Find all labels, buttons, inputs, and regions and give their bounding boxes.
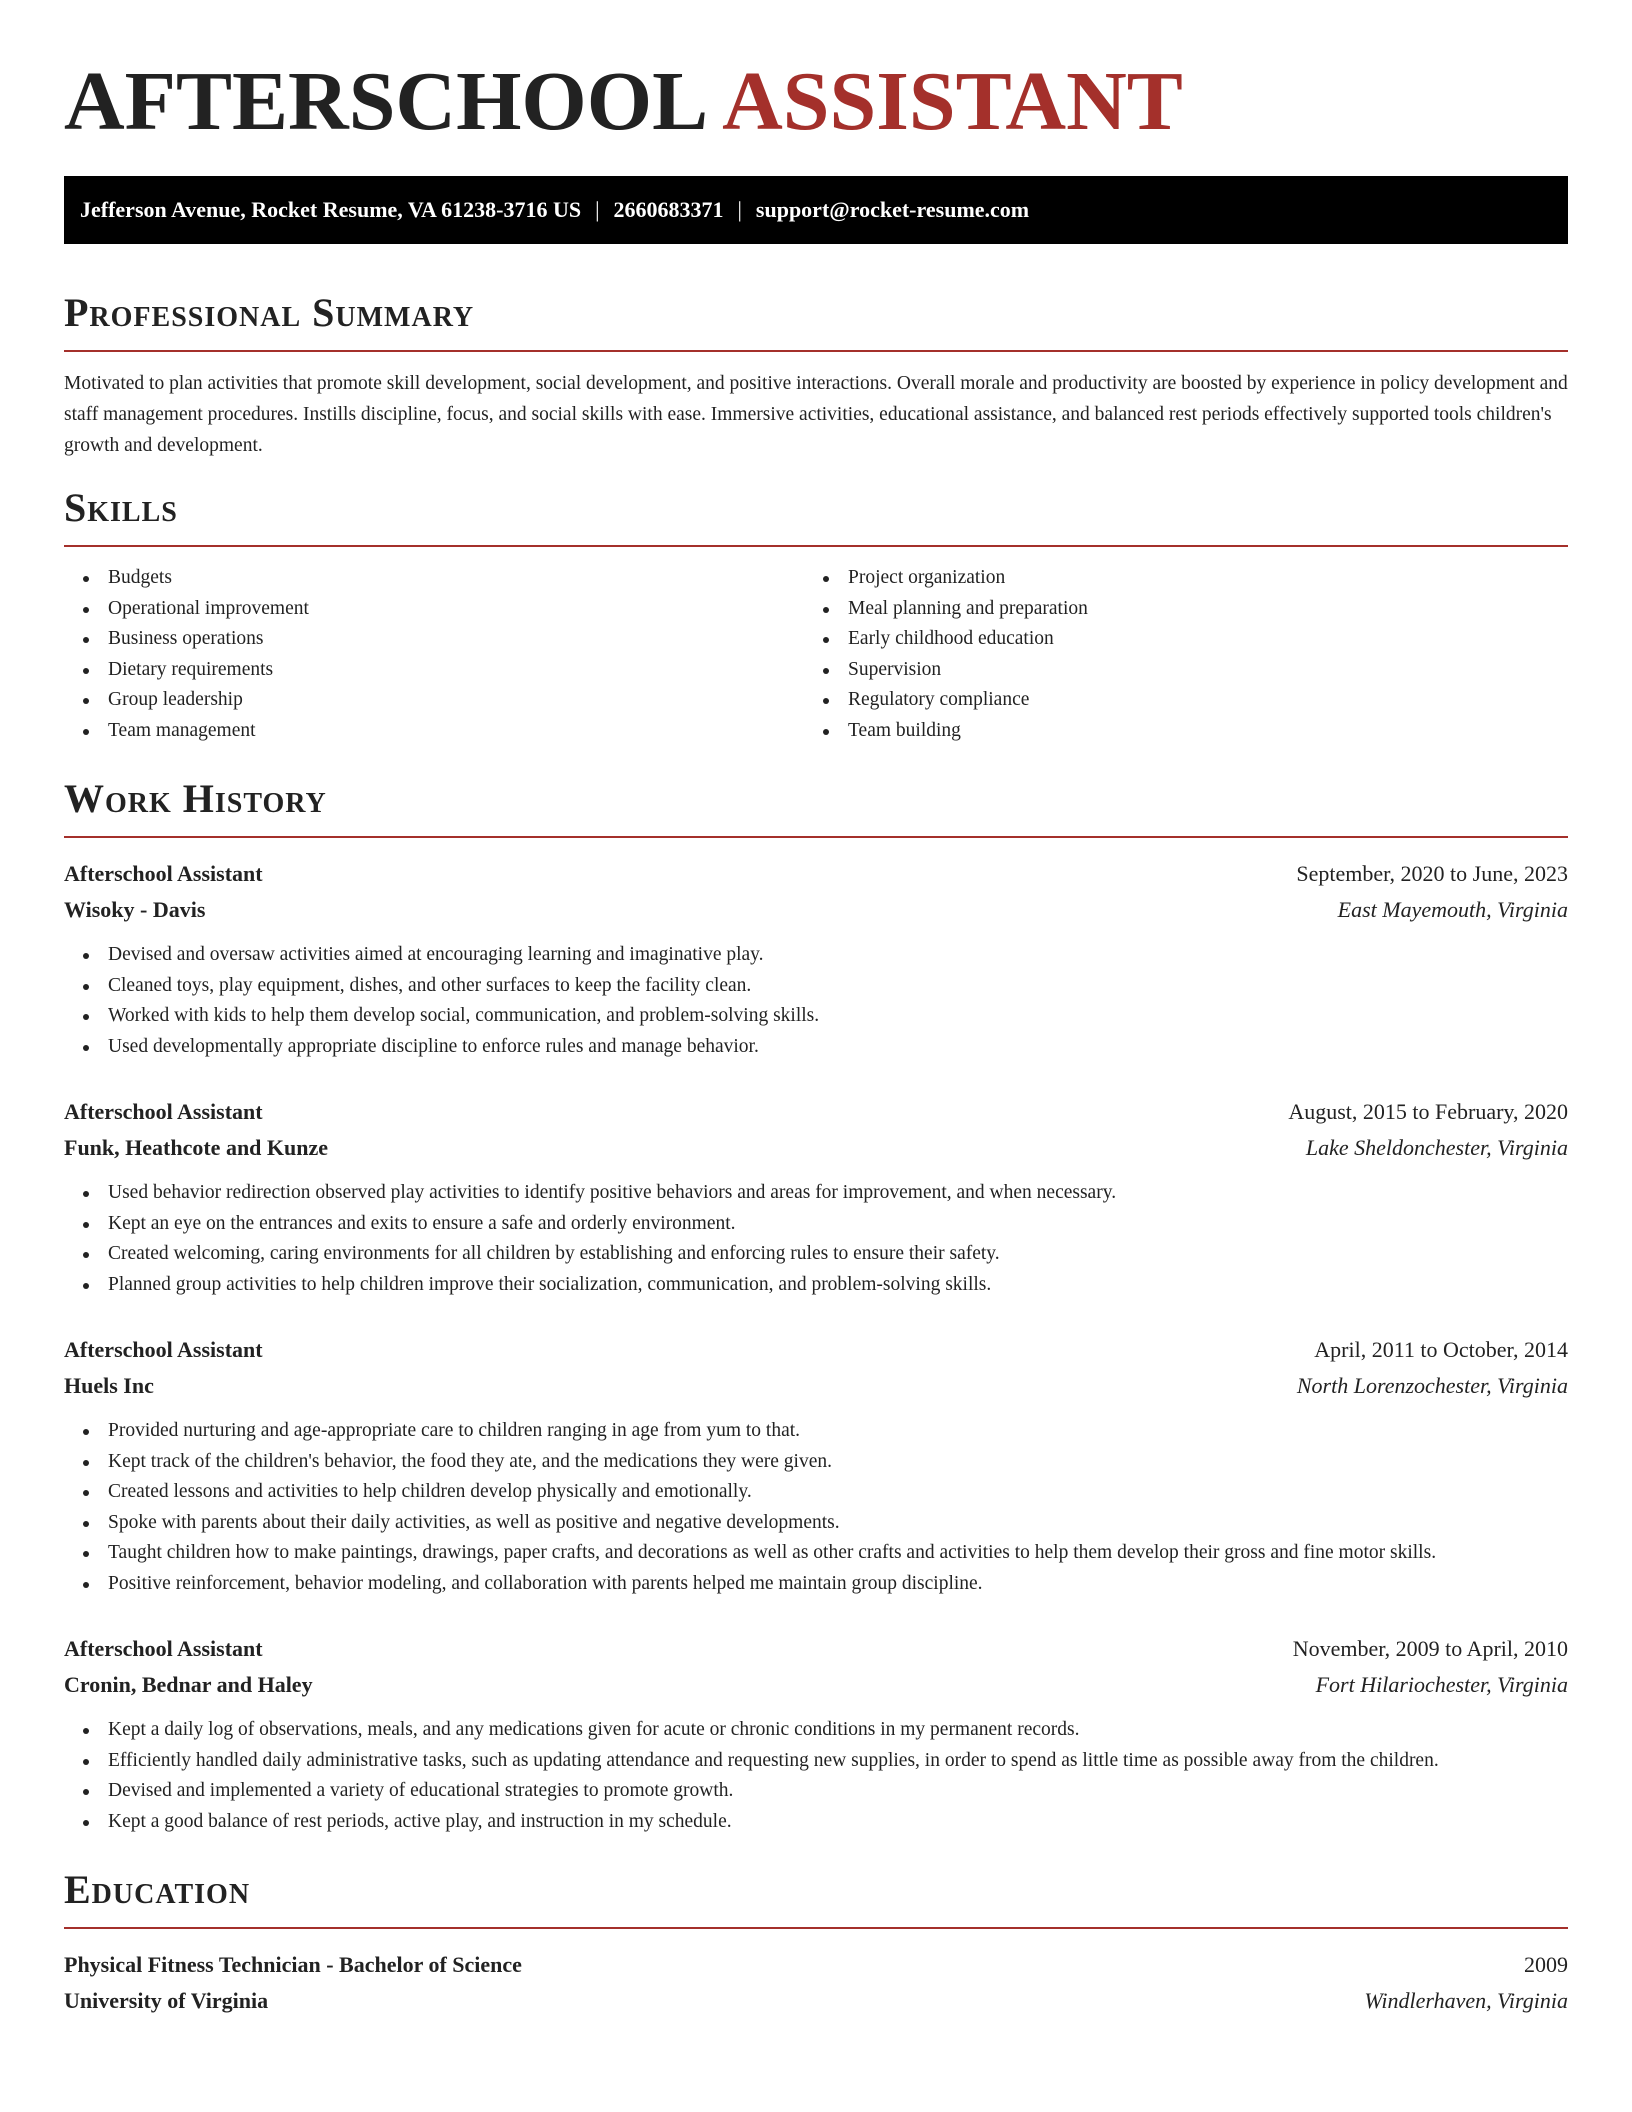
education-school: University of Virginia <box>64 1988 269 2013</box>
contact-address: Jefferson Avenue, Rocket Resume, VA 61238-3716 US <box>80 197 582 222</box>
job-bullet: Cleaned toys, play equipment, dishes, and other surfaces to keep the facility clean. <box>64 971 1568 1002</box>
job-entry <box>64 1332 1568 1599</box>
skill-item: Group leadership <box>64 685 804 716</box>
job-bullet: Devised and implemented a variety of educational strategies to promote growth. <box>64 1776 1568 1807</box>
job-location: North Lorenzochester, Virginia <box>1296 1373 1568 1398</box>
skill-item: Budgets <box>64 563 804 594</box>
skills-list-right <box>804 563 1544 746</box>
contact-email: support@rocket-resume.com <box>755 197 1030 222</box>
job-bullet: Spoke with parents about their daily activities, as well as positive and negative developments. <box>64 1508 1568 1539</box>
job-title: Afterschool Assistant <box>64 1337 263 1362</box>
job-bullet: Devised and oversaw activities aimed at encouraging learning and imaginative play. <box>64 940 1568 971</box>
section-divider <box>64 545 1568 547</box>
job-company-row <box>64 1130 1568 1166</box>
job-location: Fort Hilariochester, Virginia <box>1315 1672 1568 1697</box>
job-dates: August, 2015 to February, 2020 <box>1288 1099 1568 1124</box>
job-bullet: Used behavior redirection observed play activities to identify positive behaviors and areas for improvement, and when necessary. <box>64 1178 1568 1209</box>
contact-separator: | <box>737 197 742 222</box>
job-header-row <box>64 1631 1568 1667</box>
job-entry <box>64 1631 1568 1837</box>
job-header-row <box>64 1332 1568 1368</box>
job-bullet: Worked with kids to help them develop social, communication, and problem-solving skills. <box>64 1001 1568 1032</box>
skill-item: Project organization <box>804 563 1544 594</box>
job-bullet: Used developmentally appropriate discipline to enforce rules and manage behavior. <box>64 1032 1568 1063</box>
summary-text: Motivated to plan activities that promote skill development, social development, and positive interactions. Overall morale and productivity are boosted by experience in policy development and staff management procedures. Instills discipline, focus, and social skills with ease. Immersive activities, educational assistance, and balanced rest periods effectively supported tools children's growth and development. <box>64 373 1568 456</box>
job-bullets <box>64 1416 1568 1599</box>
job-bullets <box>64 1715 1568 1837</box>
job-bullet: Kept a good balance of rest periods, active play, and instruction in my schedule. <box>64 1807 1568 1838</box>
skill-item: Supervision <box>804 655 1544 686</box>
section-heading-skills: Skills <box>64 485 178 530</box>
skill-item: Meal planning and preparation <box>804 594 1544 625</box>
job-bullet: Positive reinforcement, behavior modeling, and collaboration with parents helped me maintain group discipline. <box>64 1569 1568 1600</box>
skill-item: Business operations <box>64 624 804 655</box>
job-location: East Mayemouth, Virginia <box>1337 897 1568 922</box>
job-header-row <box>64 1094 1568 1130</box>
job-company: Huels Inc <box>64 1373 154 1398</box>
title-first-word: AFTERSCHOOL <box>64 55 709 148</box>
job-bullets <box>64 940 1568 1062</box>
contact-separator: | <box>595 197 600 222</box>
section-heading-education: Education <box>64 1867 251 1912</box>
job-company-row <box>64 1667 1568 1703</box>
title-second-word: ASSISTANT <box>722 55 1183 148</box>
job-bullet: Planned group activities to help children improve their socialization, communication, and problem-solving skills. <box>64 1270 1568 1301</box>
skills-section <box>64 483 1568 746</box>
job-bullet: Efficiently handled daily administrative tasks, such as updating attendance and requesting new supplies, in order to spend as little time as possible away from the children. <box>64 1746 1568 1777</box>
job-header-row <box>64 856 1568 892</box>
job-bullet: Kept a daily log of observations, meals, and any medications given for acute or chronic conditions in my permanent records. <box>64 1715 1568 1746</box>
job-bullet: Taught children how to make paintings, drawings, paper crafts, and decorations as well as other crafts and activities to help them develop their gross and fine motor skills. <box>64 1538 1568 1569</box>
job-bullets <box>64 1178 1568 1300</box>
job-dates: November, 2009 to April, 2010 <box>1292 1636 1568 1661</box>
job-bullet: Kept an eye on the entrances and exits to ensure a safe and orderly environment. <box>64 1209 1568 1240</box>
education-degree: Physical Fitness Technician - Bachelor of Science <box>64 1952 522 1977</box>
section-heading-summary: Professional Summary <box>64 290 475 335</box>
skill-item: Team building <box>804 716 1544 747</box>
job-dates: April, 2011 to October, 2014 <box>1314 1337 1568 1362</box>
job-company: Wisoky - Davis <box>64 897 206 922</box>
summary-section <box>64 288 1568 461</box>
resume-title <box>64 0 1568 152</box>
job-company-row <box>64 1368 1568 1404</box>
education-section <box>64 1865 1568 2019</box>
skills-list-left <box>64 563 804 746</box>
job-bullet: Created lessons and activities to help children develop physically and emotionally. <box>64 1477 1568 1508</box>
job-dates: September, 2020 to June, 2023 <box>1296 861 1568 886</box>
section-divider <box>64 1927 1568 1929</box>
job-company: Cronin, Bednar and Haley <box>64 1672 313 1697</box>
job-title: Afterschool Assistant <box>64 1636 263 1661</box>
contact-bar <box>64 176 1568 244</box>
education-entry <box>64 1947 1568 2019</box>
section-divider <box>64 836 1568 838</box>
job-bullet: Provided nurturing and age-appropriate care to children ranging in age from yum to that. <box>64 1416 1568 1447</box>
skills-columns <box>64 563 1568 746</box>
education-location: Windlerhaven, Virginia <box>1364 1988 1568 2013</box>
job-company-row <box>64 892 1568 928</box>
job-title: Afterschool Assistant <box>64 861 263 886</box>
job-entry <box>64 856 1568 1062</box>
job-entry <box>64 1094 1568 1300</box>
skill-item: Dietary requirements <box>64 655 804 686</box>
section-divider <box>64 350 1568 352</box>
education-school-row <box>64 1983 1568 2019</box>
job-bullet: Created welcoming, caring environments for all children by establishing and enforcing rules to ensure their safety. <box>64 1239 1568 1270</box>
skill-item: Team management <box>64 716 804 747</box>
skill-item: Regulatory compliance <box>804 685 1544 716</box>
job-company: Funk, Heathcote and Kunze <box>64 1135 329 1160</box>
job-title: Afterschool Assistant <box>64 1099 263 1124</box>
contact-phone: 2660683371 <box>613 197 724 222</box>
job-location: Lake Sheldonchester, Virginia <box>1305 1135 1568 1160</box>
section-heading-work-history: Work History <box>64 776 327 821</box>
skill-item: Operational improvement <box>64 594 804 625</box>
skill-item: Early childhood education <box>804 624 1544 655</box>
job-bullet: Kept track of the children's behavior, the food they ate, and the medications they were given. <box>64 1447 1568 1478</box>
work-history-section <box>64 774 1568 1837</box>
education-year: 2009 <box>1524 1952 1568 1977</box>
education-degree-row <box>64 1947 1568 1983</box>
